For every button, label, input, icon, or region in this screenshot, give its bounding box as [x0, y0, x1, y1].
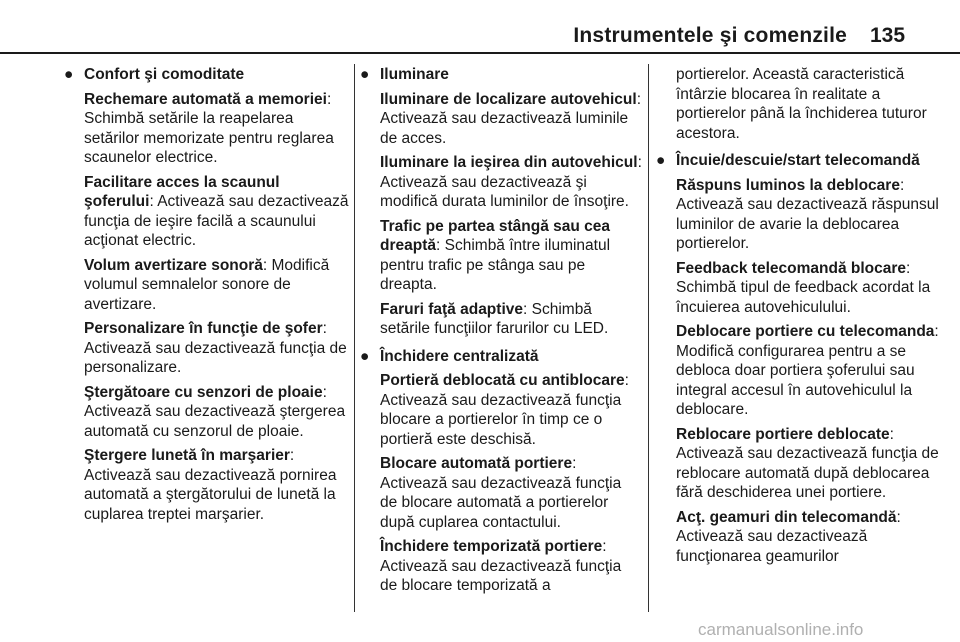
setting-description: Activează sau dezactivează funcţia de personalizare. [84, 339, 347, 376]
page-header [0, 0, 960, 58]
setting-item: Facilitare acces la scaunul şoferului: Activează sau dezactivează funcţia de ieşire facilă a scaunului acţionat electric. [84, 173, 349, 249]
setting-description: Activează sau dezactivează funcţia blocare a portierelor în timp ce o portieră este deschisă. [380, 391, 622, 448]
setting-label: Rechemare automată a memoriei [84, 90, 327, 108]
section-title: Închidere centralizată [380, 347, 539, 365]
footer-watermark: carmanualsonline.info [698, 620, 864, 639]
bullet-icon: ● [360, 66, 370, 83]
setting-description: Schimbă setările funcţiilor farurilor cu LED. [380, 300, 609, 337]
setting-label: Feedback telecomandă blocare [676, 259, 907, 277]
setting-item: Acţ. geamuri din telecomandă: Activează sau dezactivează funcţionarea geamurilor [676, 508, 901, 565]
column-divider [354, 64, 355, 612]
setting-label: Blocare automată portiere [380, 455, 573, 472]
setting-description: Activează sau dezactivează funcţionarea geamurilor [676, 528, 868, 565]
setting-item: Trafic pe partea stângă sau cea dreaptă: Schimbă între iluminatul pentru trafic pe stânga sau pe dreapta. [380, 217, 611, 293]
setting-description: Activează sau dezactivează funcţia de blocare automată a portierelor după cuplarea contactului. [380, 474, 622, 531]
setting-label: Iluminare de localizare autovehicul [380, 90, 637, 108]
section-telecomanda [656, 151, 952, 566]
setting-description: Modifică volumul semnalelor sonore de avertizare. [84, 256, 330, 313]
item-list [84, 90, 352, 525]
setting-description: Activează sau dezactivează funcţia de blocare temporizată a [380, 557, 622, 594]
setting-item: Rechemare automată a memoriei: Schimbă setările la reapelarea setărilor memorizate pentru reglarea scaunelor electrice. [84, 90, 334, 166]
setting-label: Facilitare acces la scaunul şoferului [84, 173, 280, 210]
setting-label: Personalizare în funcţie de şofer [84, 320, 323, 337]
page-number: 135 [870, 24, 906, 47]
setting-description: Activează sau dezactivează răspunsul luminilor de avarie la deblocarea portierelor. [676, 196, 939, 252]
setting-item: Faruri faţă adaptive: Schimbă setările funcţiilor farurilor cu LED. [380, 300, 609, 337]
setting-item: Reblocare portiere deblocate: Activează sau dezactivează funcţia de reblocare automată după deblocarea fără deschiderea unei portiere. [676, 425, 939, 501]
section-inchidere [360, 347, 642, 596]
item-list [380, 90, 642, 339]
setting-description: Schimbă setările la reapelarea setărilor memorizate pentru reglarea scaunelor electrice. [84, 110, 334, 166]
setting-description: Schimbă între iluminatul pentru trafic pe stânga sau pe dreapta. [380, 237, 611, 293]
section-title: Încuie/descuie/start telecomandă [676, 152, 920, 169]
setting-description: Activează sau dezactivează şi modifică durata luminilor de însoţire. [380, 173, 629, 210]
setting-label: Volum avertizare sonoră [84, 256, 263, 274]
section-title: Confort şi comoditate [84, 66, 245, 83]
section-confort [64, 65, 352, 524]
setting-description: Activează sau dezactivează pornirea automată a ştergătorului de lunetă la cuplarea treptei marşarier. [84, 466, 337, 523]
setting-item: Deblocare portiere cu telecomanda: Modifică configurarea pentru a se debloca doar portiera şoferului sau integral accesul în autovehiculul la deblocare. [676, 323, 939, 418]
setting-label: Faruri faţă adaptive [380, 300, 523, 318]
setting-item: Răspuns luminos la deblocare: Activează sau dezactivează răspunsul luminilor de avarie la deblocarea portierelor. [676, 176, 939, 252]
bullet-icon: ● [656, 152, 666, 169]
header-rule [0, 52, 960, 54]
setting-item: Blocare automată portiere: Activează sau dezactivează funcţia de blocare automată a portierelor după cuplarea contactului. [380, 455, 622, 531]
bullet-icon: ● [64, 66, 74, 83]
setting-item: Iluminare de localizare autovehicul: Activează sau dezactivează luminile de acces. [380, 90, 642, 147]
setting-description: Schimbă tipul de feedback acordat la încuierea autovehiculului. [676, 279, 931, 316]
column-1 [64, 65, 352, 529]
setting-label: Acţ. geamuri din telecomandă [676, 508, 897, 526]
setting-label: Reblocare portiere deblocate [676, 425, 890, 443]
setting-label: Răspuns luminos la deblocare [676, 176, 900, 194]
setting-description: Activează sau dezactivează funcţia de reblocare automată după deblocarea fără deschiderea unei portiere. [676, 445, 939, 501]
setting-item: Ştergătoare cu senzori de ploaie: Activează sau dezactivează ştergerea automată cu senzorul de ploaie. [84, 383, 346, 440]
setting-item: Închidere temporizată portiere: Activează sau dezactivează funcţia de blocare temporizată a [380, 538, 622, 594]
setting-label: Ştergătoare cu senzori de ploaie [84, 383, 323, 401]
section-title: Iluminare [380, 66, 449, 83]
setting-label: Portieră deblocată cu antiblocare [380, 372, 625, 389]
setting-label: Ştergere lunetă în marşarier [84, 447, 290, 464]
item-list [676, 176, 952, 567]
setting-item: Personalizare în funcţie de şofer: Activează sau dezactivează funcţia de personalizare. [84, 320, 347, 376]
column-divider [648, 64, 649, 612]
setting-item: Volum avertizare sonoră: Modifică volumul semnalelor sonore de avertizare. [84, 256, 330, 313]
section-iluminare [360, 65, 642, 339]
item-list [380, 371, 642, 596]
setting-item: Feedback telecomandă blocare: Schimbă tipul de feedback acordat la încuierea autovehiculului. [676, 259, 931, 316]
setting-description: Activează sau dezactivează ştergerea automată cu senzorul de ploaie. [84, 403, 346, 440]
setting-item: Ştergere lunetă în marşarier: Activează sau dezactivează pornirea automată a ştergătorului de lunetă la cuplarea treptei marşarier. [84, 447, 337, 523]
setting-label: Trafic pe partea stângă sau cea dreaptă [380, 217, 611, 254]
page-title: Instrumentele şi comenzile [573, 24, 847, 47]
setting-label: Deblocare portiere cu telecomanda [676, 323, 935, 340]
column-3 [656, 65, 952, 571]
continuation-text: portierelor. Această caracteristică întârzie blocarea în realitate a portierelor până la închiderea tuturor acestora. [676, 66, 927, 142]
setting-description: Modifică configurarea pentru a se debloca doar portiera şoferului sau integral accesul în autovehiculul la deblocare. [676, 342, 915, 418]
setting-label: Iluminare la ieşirea din autovehicul [380, 154, 638, 171]
setting-description: Activează sau dezactivează luminile de acces. [380, 110, 629, 147]
bullet-icon: ● [360, 347, 370, 365]
column-2 [360, 65, 642, 601]
setting-item: Portieră deblocată cu antiblocare: Activează sau dezactivează funcţia blocare a portierelor în timp ce o portieră este deschisă. [380, 372, 629, 448]
setting-description: Activează sau dezactivează funcţia de ieşire facilă a scaunului acţionat electric. [84, 193, 349, 249]
setting-item: Iluminare la ieşirea din autovehicul: Activează sau dezactivează şi modifică durata luminilor de însoţire. [380, 154, 642, 210]
setting-label: Închidere temporizată portiere [380, 538, 603, 555]
